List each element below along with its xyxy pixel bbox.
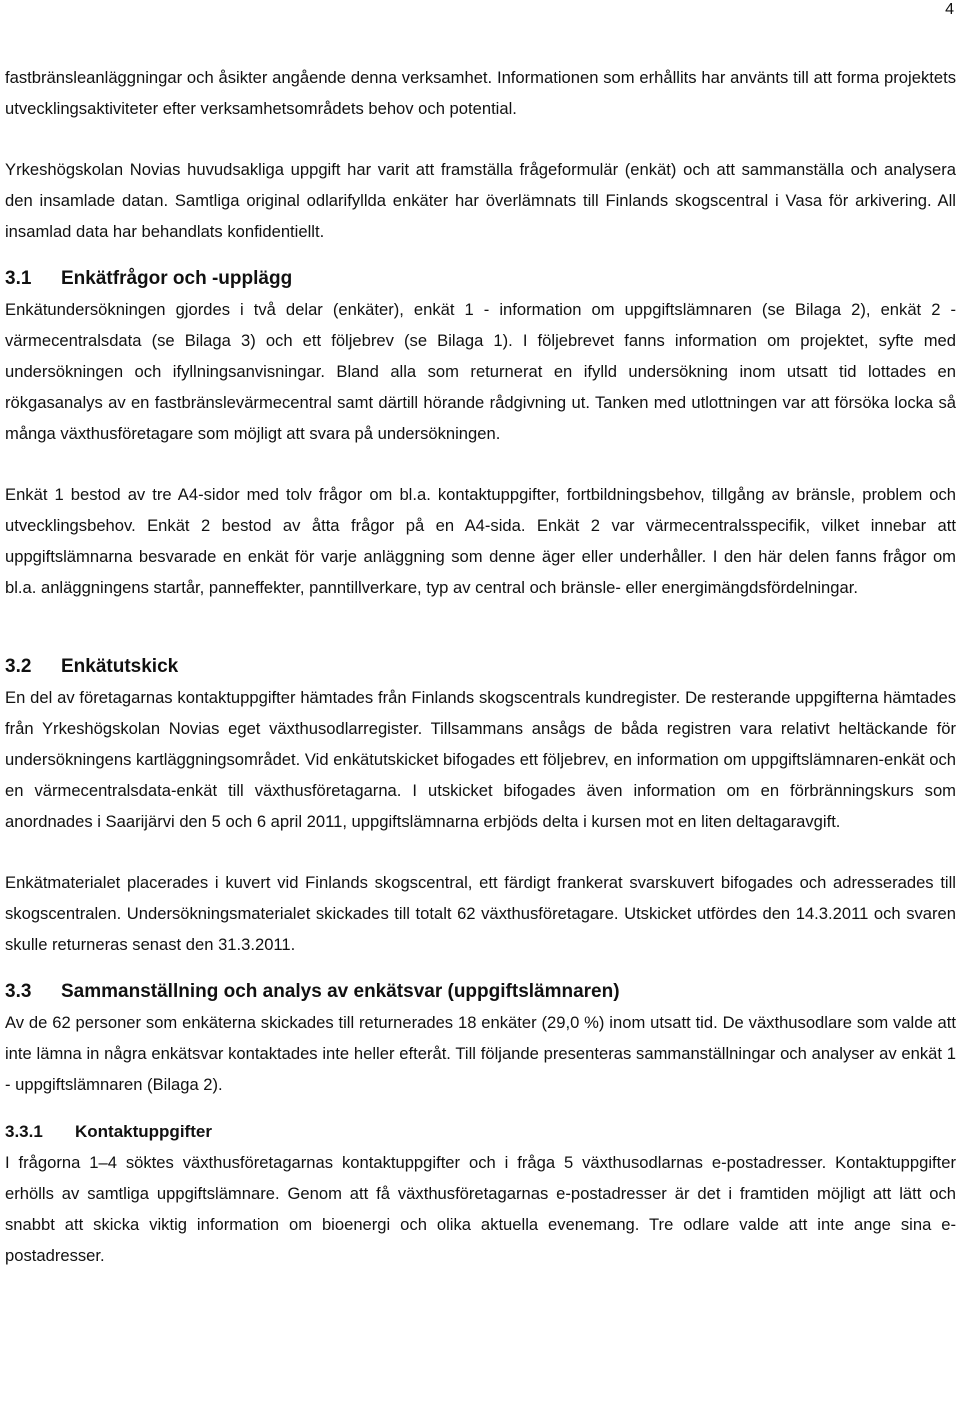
paragraph: Enkät 1 bestod av tre A4-sidor med tolv frågor om bl.a. kontaktuppgifter, fortbildningsbehov, tillgång av bränsle, problem och utvecklingsbehov. Enkät 2 bestod av åtta frågor på en A4-sida. Enkät 2 var värmecentralsspecifik, vilket innebar att uppgiftslämnarna besvarade en enkät för varje anläggning som denne äger eller underhåller. I den här delen fanns frågor om bl.a. anläggningens startår, panneffekter, panntillverkare, typ av central och bränsle- eller energimängdsfördelningar. xyxy=(5,485,956,597)
section-number: 3.1 xyxy=(5,268,32,289)
section-title: Sammanställning och analys av enkätsvar (uppgiftslämnaren) xyxy=(61,981,620,1002)
section-number: 3.2 xyxy=(5,656,32,677)
paragraph: Yrkeshögskolan Novias huvudsakliga uppgift har varit att framställa frågeformulär (enkät) och att sammanställa och analysera den insamlade datan. Samtliga original odlarifyllda enkäter har överlämnats till Finlands skogscentral i Vasa för arkivering. All insamlad data har behandlats konfidentiellt. xyxy=(5,160,956,241)
paragraph: fastbränsleanläggningar och åsikter angående denna verksamhet. Informationen som erhållits har använts till att forma projektets utvecklingsaktiviteter efter verksamhetsområdets behov och potential. xyxy=(5,68,956,118)
paragraph: Enkätmaterialet placerades i kuvert vid Finlands skogscentral, ett färdigt frankerat svarskuvert bifogades och adresserades till skogscentralen. Undersökningsmaterialet skickades till totalt 62 växthusföretagare. Utskicket utfördes den 14.3.2011 och svaren skulle returneras senast den 31.3.2011. xyxy=(5,873,956,954)
section-heading-3-3 xyxy=(5,976,956,1007)
page-number: 4 xyxy=(945,1,954,18)
section-heading-3-2 xyxy=(5,651,956,682)
document-body xyxy=(5,62,956,1271)
section-title: Enkätfrågor och -upplägg xyxy=(61,268,293,289)
subsection-number: 3.3.1 xyxy=(5,1122,43,1141)
paragraph: Enkätundersökningen gjordes i två delar (enkäter), enkät 1 - information om uppgiftslämnaren (se Bilaga 2), enkät 2 - värmecentralsdata (se Bilaga 3) och ett följebrev (se Bilaga 1). I följebrevet fanns information om projektet, syfte med undersökningen och ifyllningsanvisningar. Bland alla som returnerat en ifylld undersökning inom utsatt tid lottades en rökgasanalys av en fastbränslevärmecentral samt därtill hörande rådgivning ut. Tanken med utlottningen var att försöka locka så många växthusföretagare som möjligt att svara på undersökningen. xyxy=(5,300,956,443)
subsection-title: Kontaktuppgifter xyxy=(75,1122,212,1141)
subsection-heading-3-3-1 xyxy=(5,1116,956,1147)
paragraph: I frågorna 1–4 söktes växthusföretagarnas kontaktuppgifter och i fråga 5 växthusodlarnas e-postadresser. Kontaktuppgifter erhölls av samtliga uppgiftslämnare. Genom att få växthusföretagarnas e-postadresser är det i framtiden möjligt att lätt och snabbt att skicka viktig information om bioenergi och olika aktuella evenemang. Tre odlare valde att inte ange sina e-postadresser. xyxy=(5,1153,956,1265)
section-heading-3-1 xyxy=(5,263,956,294)
paragraph: En del av företagarnas kontaktuppgifter hämtades från Finlands skogscentrals kundregister. De resterande uppgifterna hämtades från Yrkeshögskolan Novias eget växthusodlarregister. Tillsammans ansågs de båda registren vara relativt heltäckande för undersökningens kartläggningsområdet. Vid enkätutskicket bifogades ett följebrev, en information om uppgiftslämnaren-enkät och en värmecentralsdata-enkät till växthusföretagarna. I utskicket bifogades även information om en förbränningskurs som anordnades i Saarijärvi den 5 och 6 april 2011, uppgiftslämnarna erbjöds delta i kursen mot en liten deltagaravgift. xyxy=(5,688,956,831)
paragraph: Av de 62 personer som enkäterna skickades till returnerades 18 enkäter (29,0 %) inom utsatt tid. De växthusodlare som valde att inte lämna in några enkätsvar kontaktades inte heller efteråt. Till följande presenteras sammanställningar och analyser av enkät 1 - uppgiftslämnaren (Bilaga 2). xyxy=(5,1013,956,1094)
section-number: 3.3 xyxy=(5,981,32,1002)
section-title: Enkätutskick xyxy=(61,656,179,677)
